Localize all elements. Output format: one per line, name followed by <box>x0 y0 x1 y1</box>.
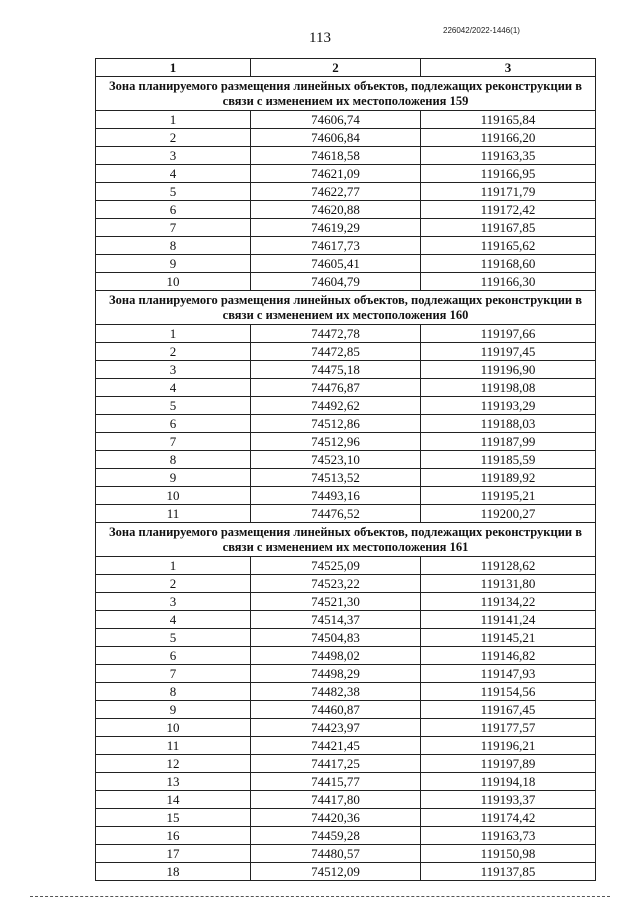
x-coordinate: 74523,10 <box>251 451 421 469</box>
x-coordinate: 74423,97 <box>251 719 421 737</box>
point-number: 1 <box>96 325 251 343</box>
y-coordinate: 119165,62 <box>421 237 596 255</box>
table-row <box>96 325 596 343</box>
point-number: 7 <box>96 219 251 237</box>
x-coordinate: 74472,78 <box>251 325 421 343</box>
y-coordinate: 119198,08 <box>421 379 596 397</box>
table-row <box>96 863 596 881</box>
point-number: 2 <box>96 575 251 593</box>
x-coordinate: 74420,36 <box>251 809 421 827</box>
y-coordinate: 119154,56 <box>421 683 596 701</box>
x-coordinate: 74472,85 <box>251 343 421 361</box>
y-coordinate: 119197,45 <box>421 343 596 361</box>
table-row <box>96 683 596 701</box>
table-row <box>96 469 596 487</box>
point-number: 6 <box>96 647 251 665</box>
y-coordinate: 119167,85 <box>421 219 596 237</box>
table-row <box>96 629 596 647</box>
table-row <box>96 237 596 255</box>
point-number: 10 <box>96 487 251 505</box>
y-coordinate: 119171,79 <box>421 183 596 201</box>
x-coordinate: 74476,52 <box>251 505 421 523</box>
point-number: 13 <box>96 773 251 791</box>
table-row <box>96 183 596 201</box>
point-number: 14 <box>96 791 251 809</box>
y-coordinate: 119163,73 <box>421 827 596 845</box>
x-coordinate: 74621,09 <box>251 165 421 183</box>
point-number: 17 <box>96 845 251 863</box>
x-coordinate: 74492,62 <box>251 397 421 415</box>
y-coordinate: 119189,92 <box>421 469 596 487</box>
point-number: 5 <box>96 629 251 647</box>
point-number: 9 <box>96 255 251 273</box>
y-coordinate: 119165,84 <box>421 111 596 129</box>
x-coordinate: 74480,57 <box>251 845 421 863</box>
zone-title: Зона планируемого размещения линейных объектов, подлежащих реконструкции в связи с изменением их местоположения 159 <box>96 77 596 111</box>
x-coordinate: 74476,87 <box>251 379 421 397</box>
point-number: 6 <box>96 201 251 219</box>
table-row <box>96 451 596 469</box>
y-coordinate: 119196,90 <box>421 361 596 379</box>
point-number: 16 <box>96 827 251 845</box>
column-header: 1 <box>96 59 251 77</box>
x-coordinate: 74493,16 <box>251 487 421 505</box>
point-number: 6 <box>96 415 251 433</box>
point-number: 12 <box>96 755 251 773</box>
column-header: 2 <box>251 59 421 77</box>
x-coordinate: 74620,88 <box>251 201 421 219</box>
zone-title: Зона планируемого размещения линейных объектов, подлежащих реконструкции в связи с изменением их местоположения 161 <box>96 523 596 557</box>
table-row <box>96 129 596 147</box>
x-coordinate: 74475,18 <box>251 361 421 379</box>
point-number: 9 <box>96 469 251 487</box>
y-coordinate: 119145,21 <box>421 629 596 647</box>
y-coordinate: 119193,37 <box>421 791 596 809</box>
point-number: 2 <box>96 129 251 147</box>
table-row <box>96 809 596 827</box>
y-coordinate: 119141,24 <box>421 611 596 629</box>
point-number: 4 <box>96 379 251 397</box>
point-number: 18 <box>96 863 251 881</box>
document-id: 226042/2022-1446(1) <box>443 26 520 35</box>
point-number: 15 <box>96 809 251 827</box>
x-coordinate: 74504,83 <box>251 629 421 647</box>
y-coordinate: 119166,30 <box>421 273 596 291</box>
x-coordinate: 74460,87 <box>251 701 421 719</box>
table-row <box>96 361 596 379</box>
table-row <box>96 397 596 415</box>
y-coordinate: 119137,85 <box>421 863 596 881</box>
table-row <box>96 593 596 611</box>
point-number: 3 <box>96 361 251 379</box>
point-number: 7 <box>96 433 251 451</box>
x-coordinate: 74421,45 <box>251 737 421 755</box>
x-coordinate: 74513,52 <box>251 469 421 487</box>
y-coordinate: 119194,18 <box>421 773 596 791</box>
table-header-row <box>96 59 596 77</box>
zone-header-row <box>96 523 596 557</box>
y-coordinate: 119196,21 <box>421 737 596 755</box>
x-coordinate: 74415,77 <box>251 773 421 791</box>
table-row <box>96 845 596 863</box>
table-row <box>96 791 596 809</box>
x-coordinate: 74417,25 <box>251 755 421 773</box>
y-coordinate: 119168,60 <box>421 255 596 273</box>
point-number: 8 <box>96 451 251 469</box>
table-row <box>96 611 596 629</box>
y-coordinate: 119188,03 <box>421 415 596 433</box>
x-coordinate: 74622,77 <box>251 183 421 201</box>
y-coordinate: 119193,29 <box>421 397 596 415</box>
column-header: 3 <box>421 59 596 77</box>
x-coordinate: 74618,58 <box>251 147 421 165</box>
point-number: 11 <box>96 505 251 523</box>
table-row <box>96 665 596 683</box>
x-coordinate: 74619,29 <box>251 219 421 237</box>
table-row <box>96 379 596 397</box>
x-coordinate: 74498,02 <box>251 647 421 665</box>
x-coordinate: 74521,30 <box>251 593 421 611</box>
y-coordinate: 119150,98 <box>421 845 596 863</box>
table-row <box>96 433 596 451</box>
point-number: 11 <box>96 737 251 755</box>
x-coordinate: 74525,09 <box>251 557 421 575</box>
zone-title: Зона планируемого размещения линейных объектов, подлежащих реконструкции в связи с изменением их местоположения 160 <box>96 291 596 325</box>
x-coordinate: 74498,29 <box>251 665 421 683</box>
x-coordinate: 74606,74 <box>251 111 421 129</box>
table-row <box>96 255 596 273</box>
point-number: 8 <box>96 683 251 701</box>
point-number: 7 <box>96 665 251 683</box>
zone-header-row <box>96 77 596 111</box>
table-row <box>96 505 596 523</box>
y-coordinate: 119131,80 <box>421 575 596 593</box>
table-row <box>96 773 596 791</box>
y-coordinate: 119200,27 <box>421 505 596 523</box>
point-number: 4 <box>96 165 251 183</box>
x-coordinate: 74512,86 <box>251 415 421 433</box>
table-row <box>96 719 596 737</box>
table-row <box>96 701 596 719</box>
x-coordinate: 74606,84 <box>251 129 421 147</box>
point-number: 3 <box>96 593 251 611</box>
table-row <box>96 201 596 219</box>
table-row <box>96 415 596 433</box>
y-coordinate: 119166,20 <box>421 129 596 147</box>
y-coordinate: 119185,59 <box>421 451 596 469</box>
point-number: 9 <box>96 701 251 719</box>
table-row <box>96 575 596 593</box>
y-coordinate: 119197,89 <box>421 755 596 773</box>
table-row <box>96 557 596 575</box>
page-bottom-edge <box>30 896 610 899</box>
x-coordinate: 74605,41 <box>251 255 421 273</box>
point-number: 5 <box>96 397 251 415</box>
point-number: 5 <box>96 183 251 201</box>
y-coordinate: 119146,82 <box>421 647 596 665</box>
point-number: 1 <box>96 111 251 129</box>
zone-header-row <box>96 291 596 325</box>
table-row <box>96 827 596 845</box>
point-number: 8 <box>96 237 251 255</box>
table-row <box>96 647 596 665</box>
x-coordinate: 74523,22 <box>251 575 421 593</box>
x-coordinate: 74512,96 <box>251 433 421 451</box>
table-body <box>96 77 596 881</box>
y-coordinate: 119134,22 <box>421 593 596 611</box>
x-coordinate: 74604,79 <box>251 273 421 291</box>
point-number: 10 <box>96 273 251 291</box>
point-number: 4 <box>96 611 251 629</box>
y-coordinate: 119147,93 <box>421 665 596 683</box>
y-coordinate: 119172,42 <box>421 201 596 219</box>
point-number: 10 <box>96 719 251 737</box>
y-coordinate: 119195,21 <box>421 487 596 505</box>
y-coordinate: 119166,95 <box>421 165 596 183</box>
y-coordinate: 119174,42 <box>421 809 596 827</box>
x-coordinate: 74514,37 <box>251 611 421 629</box>
table-row <box>96 219 596 237</box>
table-row <box>96 165 596 183</box>
y-coordinate: 119163,35 <box>421 147 596 165</box>
point-number: 2 <box>96 343 251 361</box>
table-row <box>96 343 596 361</box>
x-coordinate: 74417,80 <box>251 791 421 809</box>
y-coordinate: 119197,66 <box>421 325 596 343</box>
y-coordinate: 119177,57 <box>421 719 596 737</box>
y-coordinate: 119167,45 <box>421 701 596 719</box>
x-coordinate: 74482,38 <box>251 683 421 701</box>
page-number: 113 <box>309 30 331 46</box>
x-coordinate: 74459,28 <box>251 827 421 845</box>
table-row <box>96 111 596 129</box>
table-row <box>96 487 596 505</box>
coordinates-table <box>95 58 596 881</box>
table-row <box>96 273 596 291</box>
point-number: 1 <box>96 557 251 575</box>
y-coordinate: 119128,62 <box>421 557 596 575</box>
table-row <box>96 147 596 165</box>
table-row <box>96 755 596 773</box>
x-coordinate: 74617,73 <box>251 237 421 255</box>
y-coordinate: 119187,99 <box>421 433 596 451</box>
point-number: 3 <box>96 147 251 165</box>
x-coordinate: 74512,09 <box>251 863 421 881</box>
table-row <box>96 737 596 755</box>
